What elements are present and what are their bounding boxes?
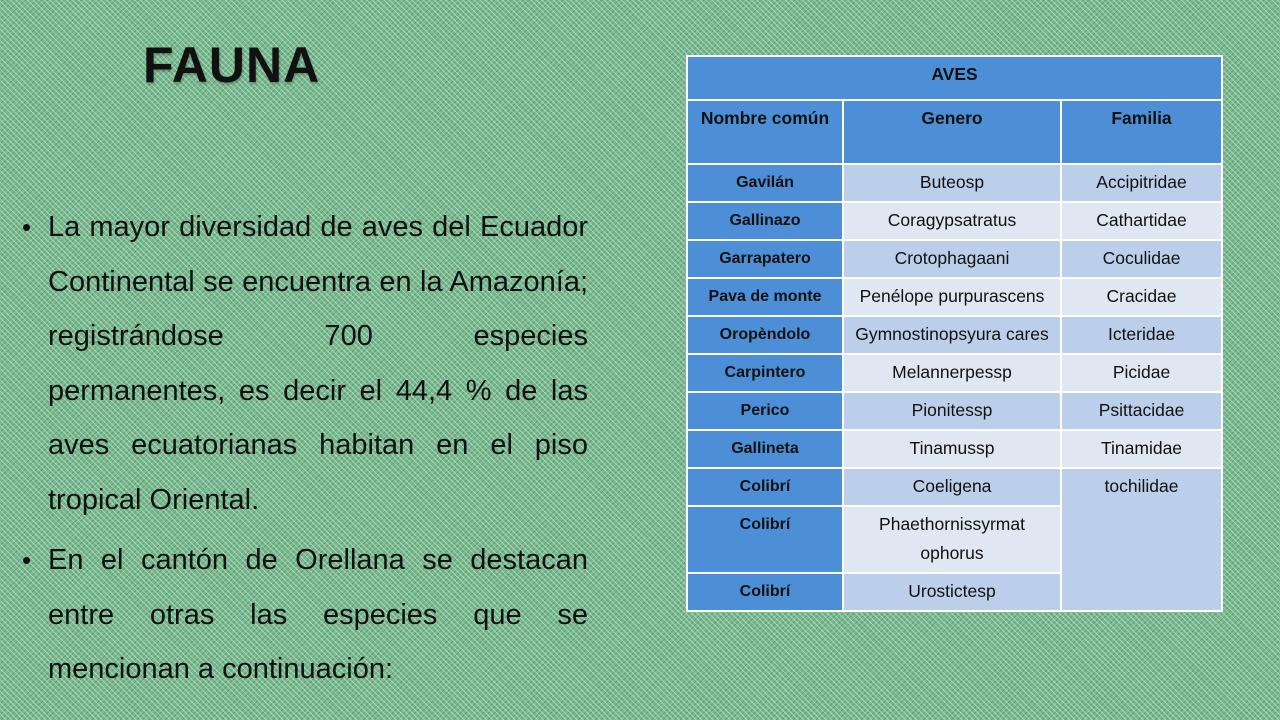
slide-title: FAUNA — [143, 37, 321, 93]
column-header-genero: Genero — [843, 100, 1061, 164]
cell-familia: Psittacidae — [1061, 392, 1222, 430]
bullet-text: En el cantón de Orellana se destacan entre otras las especies que se mencionan a continuación: — [48, 544, 588, 685]
cell-familia: tochilidae — [1061, 468, 1222, 611]
bullet-item — [22, 200, 588, 527]
table-caption: AVES — [687, 56, 1222, 100]
cell-nombre: Gallineta — [687, 430, 843, 468]
cell-familia: Coculidae — [1061, 240, 1222, 278]
cell-familia: Picidae — [1061, 354, 1222, 392]
cell-genero: Gymnostinopsyura cares — [843, 316, 1061, 354]
table-row — [687, 278, 1222, 316]
cell-nombre: Gavilán — [687, 164, 843, 202]
cell-genero: Crotophagaani — [843, 240, 1061, 278]
cell-nombre: Perico — [687, 392, 843, 430]
table-row — [687, 202, 1222, 240]
table-row — [687, 240, 1222, 278]
cell-genero: Penélope purpurascens — [843, 278, 1061, 316]
table-row — [687, 430, 1222, 468]
table-row — [687, 354, 1222, 392]
cell-nombre: Colibrí — [687, 506, 843, 573]
cell-familia: Tinamidae — [1061, 430, 1222, 468]
cell-familia: Cracidae — [1061, 278, 1222, 316]
cell-genero: Melannerpessp — [843, 354, 1061, 392]
cell-familia: Accipitridae — [1061, 164, 1222, 202]
cell-nombre: Carpintero — [687, 354, 843, 392]
column-header-nombre: Nombre común — [687, 100, 843, 164]
column-header-familia: Familia — [1061, 100, 1222, 164]
cell-nombre: Colibrí — [687, 573, 843, 611]
table-row — [687, 316, 1222, 354]
cell-genero: Tinamussp — [843, 430, 1061, 468]
cell-genero: Coragypsatratus — [843, 202, 1061, 240]
table-row — [687, 164, 1222, 202]
cell-genero: Pionitessp — [843, 392, 1061, 430]
bullet-list — [22, 200, 588, 703]
cell-genero: Phaethornissyrmat ophorus — [843, 506, 1061, 573]
cell-nombre: Colibrí — [687, 468, 843, 506]
bullet-text: La mayor diversidad de aves del Ecuador Continental se encuentra en la Amazonía; registrándose 700 especies permanentes, es decir el 44,4 % de las aves ecuatorianas habitan en el piso tropical Oriental. — [48, 211, 588, 516]
bullet-dot-icon: • — [22, 545, 32, 575]
cell-genero: Coeligena — [843, 468, 1061, 506]
birds-table — [686, 55, 1223, 612]
table-row — [687, 468, 1222, 506]
cell-nombre: Garrapatero — [687, 240, 843, 278]
table-row — [687, 392, 1222, 430]
cell-familia: Icteridae — [1061, 316, 1222, 354]
cell-nombre: Gallinazo — [687, 202, 843, 240]
cell-genero: Urostictesp — [843, 573, 1061, 611]
cell-genero: Buteosp — [843, 164, 1061, 202]
cell-nombre: Oropèndolo — [687, 316, 843, 354]
cell-familia: Cathartidae — [1061, 202, 1222, 240]
bullet-item — [22, 533, 588, 697]
bullet-dot-icon: • — [22, 212, 32, 242]
cell-nombre: Pava de monte — [687, 278, 843, 316]
